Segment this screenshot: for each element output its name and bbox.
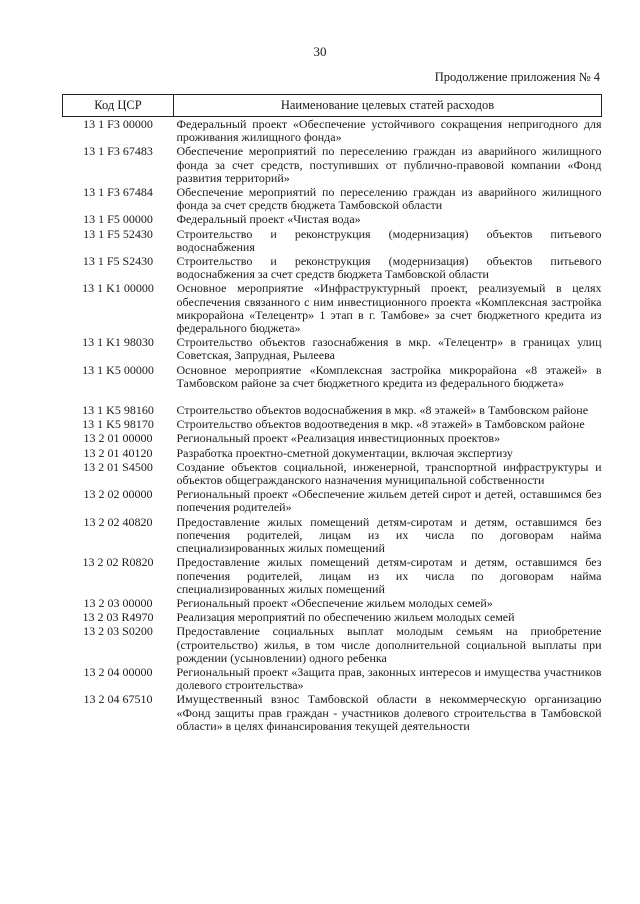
table-row xyxy=(63,390,602,417)
row-name-cell: Строительство и реконструкция (модернизация) объектов питьевого водоснабжения xyxy=(176,226,602,254)
row-name-cell: Создание объектов социальной, инженерной, транспортной инфраструктуры и объектов общегражданского назначения муниципальной собственности xyxy=(176,459,602,488)
table-row xyxy=(63,555,602,596)
row-code-cell: 13 1 K5 00000 xyxy=(82,362,154,377)
table-row xyxy=(63,363,602,390)
table-row xyxy=(63,281,602,335)
row-code-cell: 13 1 K1 98030 xyxy=(82,335,154,350)
table-row xyxy=(63,596,602,610)
row-name-cell: Основное мероприятие «Комплексная застройка микрорайона «8 этажей» в Тамбовском районе за счет бюджетного кредита из федерального бюджета» xyxy=(176,362,602,390)
row-name-cell: Основное мероприятие «Инфраструктурный проект, реализуемый в целях обеспечения связанного с ним инвестиционного проекта «Комплексная застройка микрорайона «Телецентр» 1 этап в г. Тамбове» за счет бюджетного кредита из федерального бюджета» xyxy=(176,281,602,336)
row-code-cell: 13 1 F5 S2430 xyxy=(82,254,154,269)
table-row xyxy=(63,254,602,281)
table-body xyxy=(63,117,602,733)
row-name-cell: Региональный проект «Защита прав, законных интересов и имущества участников долевого строительства» xyxy=(176,664,602,693)
table-row xyxy=(63,624,602,665)
row-name-cell: Имущественный взнос Тамбовской области в некоммерческую организацию «Фонд защиты прав граждан - участников долевого строительства в Тамбовской области» в целях финансирования текущей деятельности xyxy=(176,692,602,733)
row-code-cell: 13 2 03 R4970 xyxy=(82,610,154,625)
table-row xyxy=(63,515,602,556)
row-code-cell: 13 2 02 00000 xyxy=(83,487,153,502)
row-name-cell: Строительство объектов водоотведения в мкр. «8 этажей» в Тамбовском районе xyxy=(176,417,585,432)
table-row xyxy=(63,446,602,460)
table-header-row xyxy=(63,95,602,117)
table-row xyxy=(63,335,602,362)
table-row xyxy=(63,431,602,445)
row-name-cell: Обеспечение мероприятий по переселению граждан из аварийного жилищного фонда за счет средств бюджета Тамбовской области xyxy=(176,185,602,213)
row-code-cell: 13 1 K1 00000 xyxy=(82,281,154,296)
row-code-cell: 13 1 K5 98170 xyxy=(82,417,154,432)
column-header-code: Код ЦСР xyxy=(63,95,174,117)
row-code-cell: 13 1 F3 67484 xyxy=(83,185,153,200)
row-code-cell: 13 2 02 40820 xyxy=(83,514,153,529)
row-code-cell: 13 1 F3 67483 xyxy=(83,144,153,159)
row-code-cell: 13 2 03 S0200 xyxy=(83,624,153,639)
row-code-cell: 13 1 K5 98160 xyxy=(82,403,154,418)
table-row xyxy=(63,117,602,145)
row-name-cell: Региональный проект «Обеспечение жильем молодых семей» xyxy=(176,595,493,610)
budget-items-table-container xyxy=(62,94,602,733)
table-row xyxy=(63,610,602,624)
table-row xyxy=(63,487,602,514)
table-row xyxy=(63,665,602,692)
row-name-cell: Предоставление социальных выплат молодым семьям на приобретение (строительство) жилья, в том числе дополнительной социальной выплаты при рождении (усыновлении) одного ребенка xyxy=(176,624,602,665)
table-row xyxy=(63,144,602,185)
row-code-cell: 13 2 02 R0820 xyxy=(82,555,154,570)
row-code-cell: 13 1 F5 52430 xyxy=(83,226,153,241)
row-code-cell: 13 2 01 40120 xyxy=(83,445,153,460)
row-name-cell: Строительство объектов газоснабжения в мкр. «Телецентр» в границах улиц Советская, Запрудная, Рылеева xyxy=(176,335,602,363)
row-name-cell: Строительство и реконструкция (модернизация) объектов питьевого водоснабжения за счет средств бюджета Тамбовской области xyxy=(176,254,602,282)
row-code-cell: 13 2 01 00000 xyxy=(83,431,153,446)
row-name-cell: Региональный проект «Обеспечение жильем детей сирот и детей, оставшимся без попечения родителей» xyxy=(176,487,602,515)
table-row xyxy=(63,692,602,733)
row-name-cell: Федеральный проект «Чистая вода» xyxy=(176,212,361,227)
table-row xyxy=(63,212,602,226)
row-code-cell: 13 2 01 S4500 xyxy=(83,459,153,474)
row-name-cell: Строительство объектов водоснабжения в мкр. «8 этажей» в Тамбовском районе xyxy=(176,403,589,418)
row-name-cell: Предоставление жилых помещений детям-сиротам и детям, оставшимся без попечения родителей, лицам из их числа по договорам найма специализированных жилых помещений xyxy=(176,514,602,556)
table-row xyxy=(63,185,602,212)
table-row xyxy=(63,460,602,487)
row-name-cell: Разработка проектно-сметной документации, включая экспертизу xyxy=(176,445,513,460)
row-code-cell: 13 2 03 00000 xyxy=(83,595,153,610)
budget-items-table xyxy=(62,94,602,733)
table-row xyxy=(63,227,602,254)
column-header-name: Наименование целевых статей расходов xyxy=(174,95,602,117)
table-row xyxy=(63,417,602,431)
row-name-cell: Реализация мероприятий по обеспечению жильем молодых семей xyxy=(176,610,515,625)
row-code-cell: 13 1 F5 00000 xyxy=(83,212,153,227)
page-number: 30 xyxy=(313,44,327,59)
row-name-cell: Федеральный проект «Обеспечение устойчивого сокращения непригодного для проживания жилищного фонда» xyxy=(176,117,602,145)
row-code-cell: 13 2 04 00000 xyxy=(83,664,153,679)
row-code-cell: 13 1 F3 00000 xyxy=(83,117,153,131)
row-name-cell: Предоставление жилых помещений детям-сиротам и детям, оставшимся без попечения родителей, лицам из их числа по договорам найма специализированных жилых помещений xyxy=(176,555,602,596)
row-name-cell: Обеспечение мероприятий по переселению граждан из аварийного жилищного фонда за счет средств, поступивших от публично-правовой компании «Фонд развития территорий» xyxy=(176,144,602,185)
row-code-cell: 13 2 04 67510 xyxy=(83,692,153,707)
appendix-continuation-label: Продолжение приложения № 4 xyxy=(434,70,600,84)
row-name-cell: Региональный проект «Реализация инвестиционных проектов» xyxy=(176,431,501,446)
